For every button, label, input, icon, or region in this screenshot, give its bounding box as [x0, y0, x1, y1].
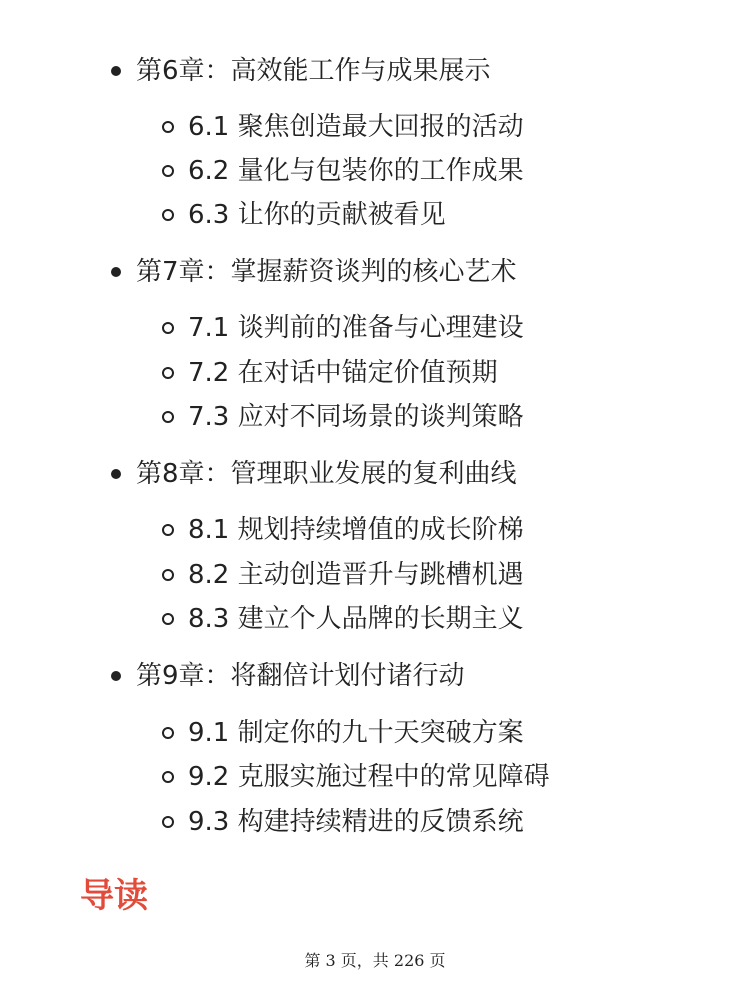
section-title: 8.2 主动创造晋升与跳槽机遇 [188, 560, 524, 590]
hollow-bullet-icon [162, 209, 174, 221]
section-heading-intro: 导读 [80, 876, 148, 916]
toc-chapter-6 [111, 51, 491, 91]
chapter-title: 第8章：管理职业发展的复利曲线 [136, 459, 517, 489]
toc-section-8-1 [162, 510, 524, 550]
chapter-title: 第7章：掌握薪资谈判的核心艺术 [136, 257, 517, 287]
section-title: 7.3 应对不同场景的谈判策略 [188, 402, 524, 432]
toc-chapter-9 [111, 656, 465, 696]
toc-section-6-2 [162, 151, 524, 191]
section-title: 9.1 制定你的九十天突破方案 [188, 718, 524, 748]
section-title: 8.1 规划持续增值的成长阶梯 [188, 515, 524, 545]
bullet-icon [111, 469, 121, 479]
section-title: 7.1 谈判前的准备与心理建设 [188, 313, 524, 343]
toc-section-9-2 [162, 757, 550, 797]
hollow-bullet-icon [162, 165, 174, 177]
toc-section-8-2 [162, 555, 524, 595]
section-title: 6.2 量化与包装你的工作成果 [188, 156, 524, 186]
bullet-icon [111, 267, 121, 277]
chapter-title: 第6章：高效能工作与成果展示 [136, 56, 491, 86]
hollow-bullet-icon [162, 411, 174, 423]
hollow-bullet-icon [162, 613, 174, 625]
bullet-icon [111, 66, 121, 76]
hollow-bullet-icon [162, 121, 174, 133]
toc-chapter-8 [111, 454, 517, 494]
hollow-bullet-icon [162, 322, 174, 334]
section-title: 9.2 克服实施过程中的常见障碍 [188, 762, 550, 792]
hollow-bullet-icon [162, 367, 174, 379]
hollow-bullet-icon [162, 771, 174, 783]
toc-section-6-3 [162, 195, 446, 235]
section-title: 9.3 构建持续精进的反馈系统 [188, 807, 524, 837]
section-title: 8.3 建立个人品牌的长期主义 [188, 604, 524, 634]
toc-section-7-1 [162, 308, 524, 348]
toc-section-6-1 [162, 107, 524, 147]
hollow-bullet-icon [162, 727, 174, 739]
toc-section-8-3 [162, 599, 524, 639]
toc-section-7-3 [162, 397, 524, 437]
toc-chapter-7 [111, 252, 517, 292]
hollow-bullet-icon [162, 524, 174, 536]
hollow-bullet-icon [162, 816, 174, 828]
bullet-icon [111, 671, 121, 681]
toc-section-9-3 [162, 802, 524, 842]
chapter-title: 第9章：将翻倍计划付诸行动 [136, 661, 465, 691]
section-title: 7.2 在对话中锚定价值预期 [188, 358, 498, 388]
toc-section-7-2 [162, 353, 498, 393]
toc-section-9-1 [162, 713, 524, 753]
section-title: 6.3 让你的贡献被看见 [188, 200, 446, 230]
page-number-footer: 第 3 页，共 226 页 [304, 951, 446, 970]
hollow-bullet-icon [162, 569, 174, 581]
section-title: 6.1 聚焦创造最大回报的活动 [188, 112, 524, 142]
